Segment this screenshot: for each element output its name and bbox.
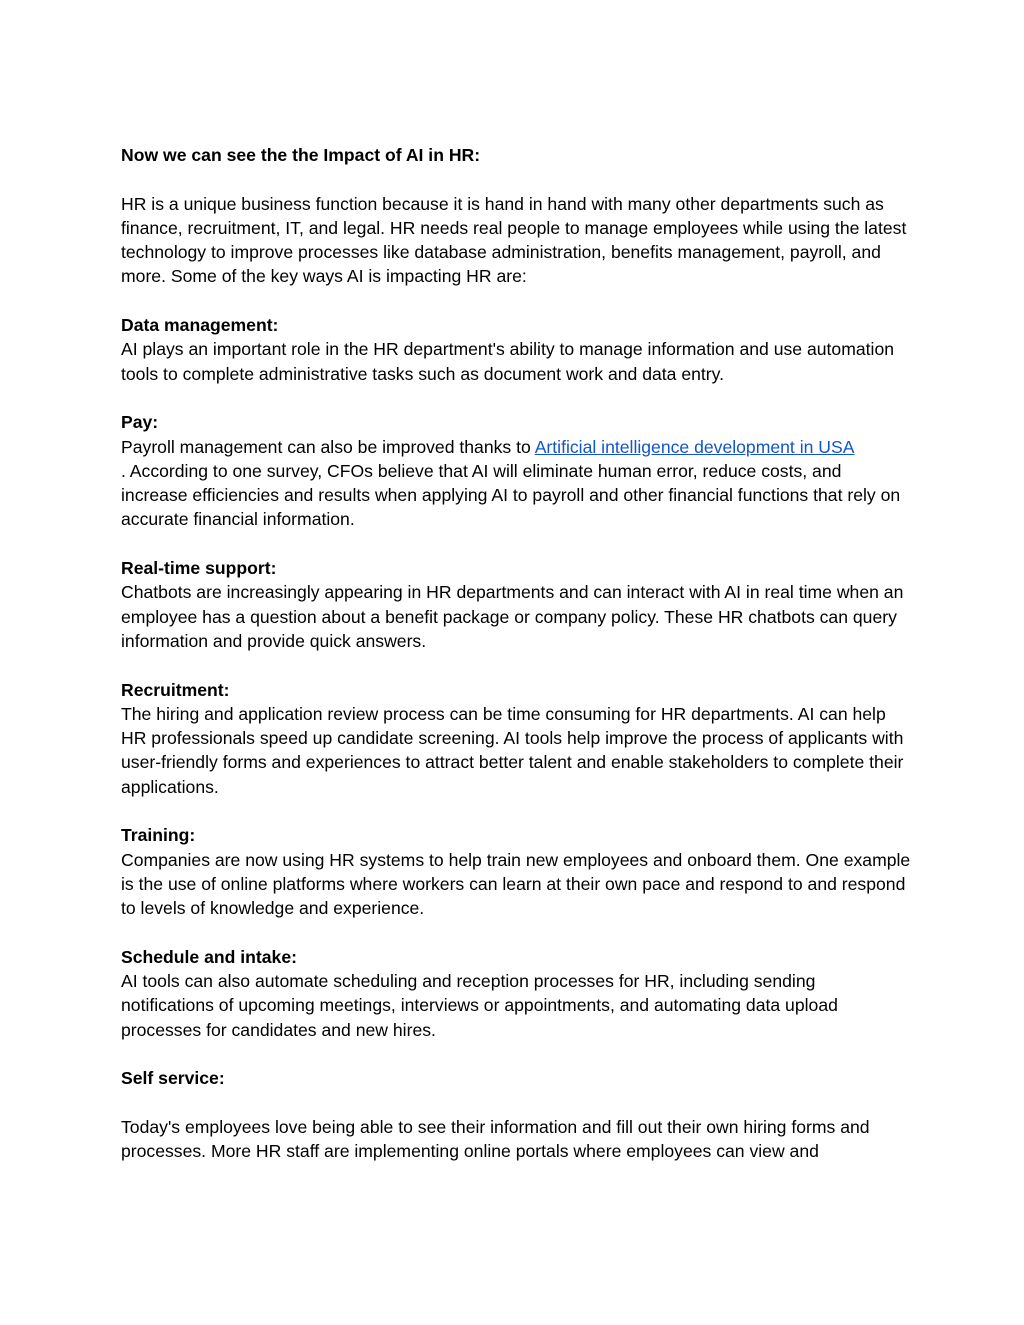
section-body: The hiring and application review process can be time consuming for HR departments. AI can help HR professionals speed up candidate screening. AI tools help improve the process of applicants with user-friendly forms and experiences to attract better talent and enable stakeholders to complete their applications. bbox=[121, 703, 904, 797]
section-body: AI plays an important role in the HR department's ability to manage information and use automation tools to complete administrative tasks such as document work and data entry. bbox=[121, 339, 895, 384]
intro-paragraph: HR is a unique business function because it is hand in hand with many other departments such as finance, recruitment, IT, and legal. HR needs real people to manage employees while using the latest technology to improve processes like database administration, benefits management, payroll, and more. Some of the key ways AI is impacting HR are: bbox=[121, 193, 907, 287]
pay-body-before-link: Payroll management can also be improved thanks to bbox=[121, 436, 535, 457]
section-body: Today's employees love being able to see their information and fill out their own hiring forms and processes. More HR staff are implementing online portals where employees can view and bbox=[121, 1116, 870, 1162]
section-heading: Pay: bbox=[121, 412, 159, 433]
spacer bbox=[121, 653, 911, 677]
section-data-management bbox=[121, 313, 911, 386]
section-body: Companies are now using HR systems to help train new employees and onboard them. One example is the use of online platforms where workers can learn at their own pace and respond to and respond to levels of knowledge and experience. bbox=[121, 849, 911, 919]
section-schedule-intake bbox=[121, 945, 911, 1042]
section-body: Chatbots are increasingly appearing in HR departments and can interact with AI in real time when an employee has a question about a benefit package or company policy. These HR chatbots can query information and provide quick answers. bbox=[121, 582, 904, 651]
section-heading: Training: bbox=[121, 825, 196, 846]
spacer bbox=[121, 799, 911, 823]
pay-body-after-link: . According to one survey, CFOs believe that AI will eliminate human error, reduce costs, and increase efficiencies and results when applying AI to payroll and other financial functions that rely on accurate financial information. bbox=[121, 460, 901, 530]
section-heading: Recruitment: bbox=[121, 679, 230, 700]
section-body bbox=[121, 435, 911, 532]
spacer bbox=[121, 289, 911, 313]
spacer bbox=[121, 1042, 911, 1066]
document-page bbox=[121, 143, 911, 1163]
document-title: Now we can see the the Impact of AI in HR: bbox=[121, 145, 481, 165]
section-pay bbox=[121, 410, 911, 531]
section-heading: Real-time support: bbox=[121, 558, 277, 579]
section-real-time-support bbox=[121, 556, 911, 653]
section-training bbox=[121, 823, 911, 920]
spacer bbox=[121, 532, 911, 556]
section-self-service bbox=[121, 1066, 911, 1163]
section-heading: Data management: bbox=[121, 315, 279, 336]
section-body: AI tools can also automate scheduling and reception processes for HR, including sending notifications of upcoming meetings, interviews or appointments, and automating data upload processes for candidates and new hires. bbox=[121, 971, 838, 1040]
section-recruitment bbox=[121, 678, 911, 799]
spacer bbox=[121, 167, 911, 191]
spacer bbox=[121, 1091, 911, 1115]
ai-development-link[interactable]: Artificial intelligence development in USA bbox=[534, 436, 855, 457]
spacer bbox=[121, 921, 911, 945]
section-heading: Schedule and intake: bbox=[121, 946, 297, 967]
section-heading: Self service: bbox=[121, 1068, 225, 1089]
spacer bbox=[121, 386, 911, 410]
